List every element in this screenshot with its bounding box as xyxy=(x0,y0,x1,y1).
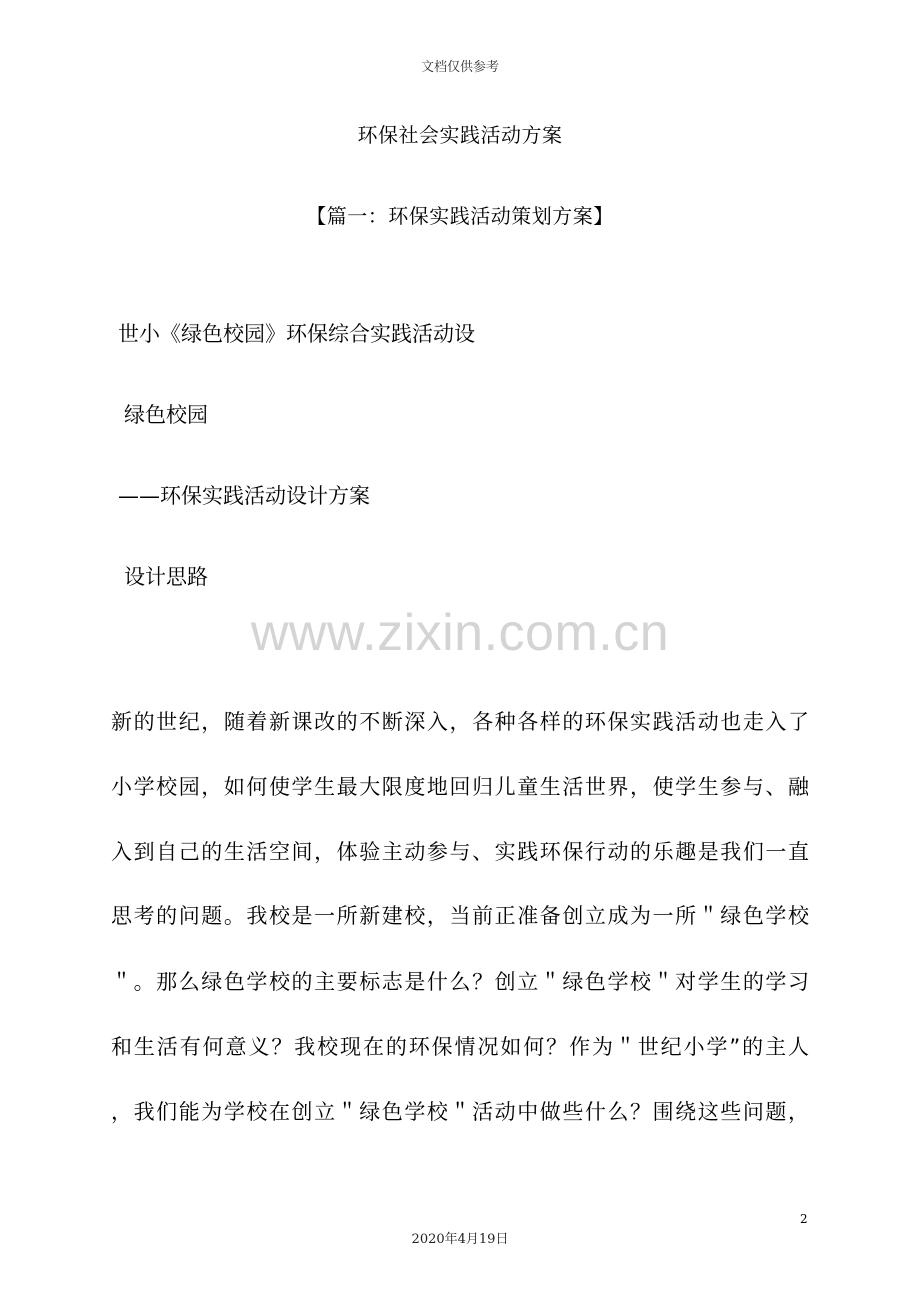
paragraph-line: 小学校园，如何使学生最大限度地回归儿童生活世界，使学生参与、融 xyxy=(111,775,809,799)
document-title: 环保社会实践活动方案 xyxy=(357,123,563,147)
design-ideas-heading: 设计思路 xyxy=(124,565,208,589)
paragraph-line: ，我们能为学校在创立＂绿色学校＂活动中做些什么？围绕这些问题， xyxy=(111,1100,809,1124)
paragraph-line: 和生活有何意义？我校现在的环保情况如何？作为＂世纪小学”的主人 xyxy=(111,1035,809,1059)
watermark: www.zixin.com.cn xyxy=(250,604,670,662)
paragraph-line: 入到自己的生活空间，体验主动参与、实践环保行动的乐趣是我们一直 xyxy=(111,840,809,864)
section-subtitle: 绿色校园 xyxy=(124,403,208,427)
section-heading: 世小《绿色校园》环保综合实践活动设 xyxy=(118,322,475,346)
header-note: 文档仅供参考 xyxy=(420,60,499,75)
paragraph-line: ＂。那么绿色学校的主要标志是什么？创立＂绿色学校＂对学生的学习 xyxy=(111,970,809,994)
paragraph-line: 新的世纪，随着新课改的不断深入，各种各样的环保实践活动也走入了 xyxy=(111,710,809,734)
page-number: 2 xyxy=(800,1212,808,1226)
footer-date: 2020年4月19日 xyxy=(411,1232,509,1247)
chapter-title: 【篇一：环保实践活动策划方案】 xyxy=(306,204,614,228)
section-subtitle-dash: ——环保实践活动设计方案 xyxy=(118,484,370,508)
paragraph-line: 思考的问题。我校是一所新建校，当前正准备创立成为一所＂绿色学校 xyxy=(111,904,809,928)
